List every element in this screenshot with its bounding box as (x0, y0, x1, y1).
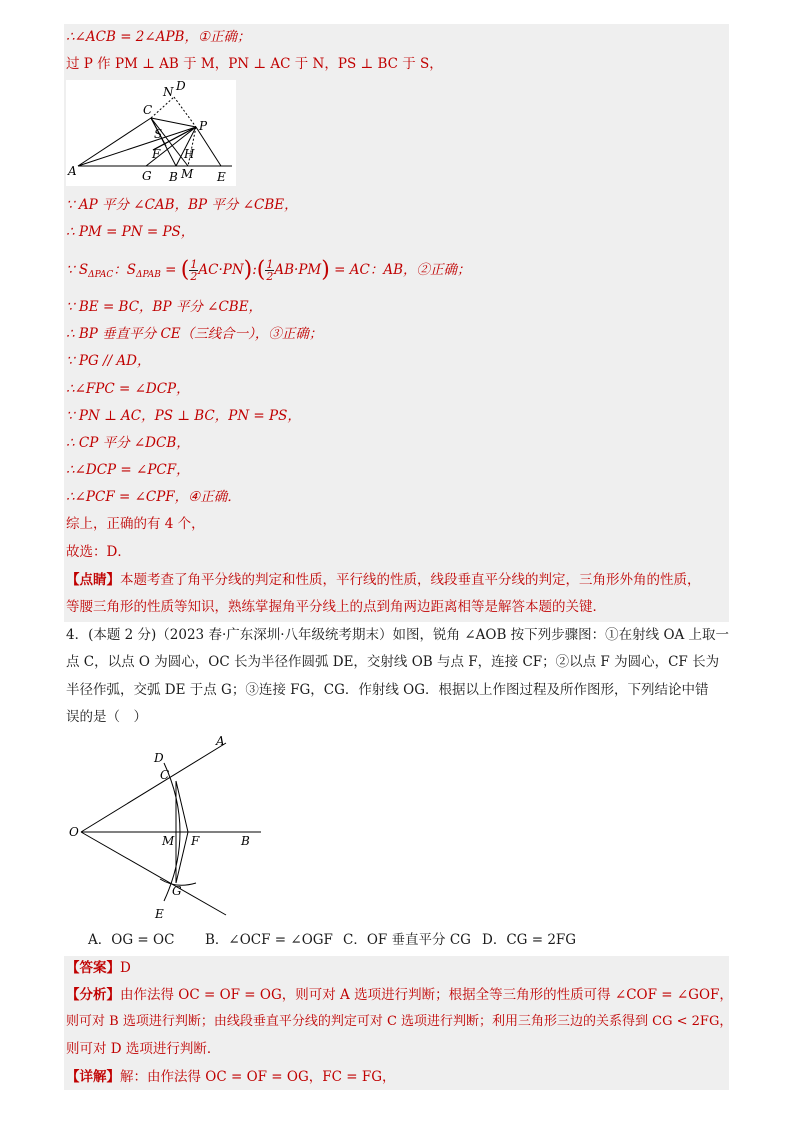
fig1-label-p: P (199, 119, 208, 133)
frac1-num: 1 (190, 258, 198, 271)
fig2-label-e: E (155, 907, 164, 920)
q4-line-3: 半径作弧，交弧 DE 于点 G；③连接 FG，CG．作射线 OG．根据以上作图过程及所作图形，下列结论中错 (66, 682, 709, 698)
frac2-num: 1 (266, 258, 274, 271)
fig1-label-e: E (217, 170, 226, 184)
analysis-line-2: 则可对 B 选项进行判断；由线段垂直平分线的判定可对 C 选项进行判断；利用三角形三边的关系得到 CG < 2FG， (66, 1014, 733, 1029)
frac2-den: 2 (266, 270, 274, 283)
option-d[interactable]: D．CG = 2FG (482, 932, 577, 948)
triangle-figure (66, 80, 236, 186)
answer-tag: 【答案】 (66, 960, 120, 976)
option-b[interactable]: B．∠OCF = ∠OGF (205, 932, 333, 948)
solution-line-2: 过 P 作 PM ⊥ AB 于 M，PN ⊥ AC 于 N，PS ⊥ BC 于 S， (66, 56, 443, 72)
solution-line-10: ∵ PN ⊥ AC，PS ⊥ BC，PN = PS， (66, 408, 301, 424)
frac1-den: 2 (190, 270, 198, 283)
dianjing-line-2: 等腰三角形的性质等知识，熟练掌握角平分线上的点到角两边距离相等是解答本题的关键． (66, 599, 606, 615)
fig1-label-c: C (143, 103, 153, 117)
q4-line-4: 误的是（ ） (66, 709, 147, 725)
fig2-label-d: D (154, 751, 164, 765)
angle-construction-figure (66, 735, 266, 920)
solution-line-6: ∵ BE = BC，BP 平分 ∠CBE， (66, 299, 263, 315)
area-ac-pn: AC·PN (198, 262, 244, 278)
solution-line-3: ∵ AP 平分 ∠CAB，BP 平分 ∠CBE， (66, 197, 298, 213)
fraction-half-1 (189, 259, 198, 282)
analysis-tag: 【分析】 (66, 987, 120, 1003)
detail-line-1 (66, 1068, 396, 1086)
fig1-label-m: M (181, 167, 194, 181)
solution-line-4: ∴ PM = PN = PS， (66, 224, 195, 240)
fig1-label-f: F (152, 147, 161, 161)
fig2-label-b: B (241, 834, 250, 848)
fig2-label-f: F (191, 834, 200, 848)
dianjing-tag: 【点睛】 (66, 572, 120, 588)
solution-line-1: ∴∠ACB = 2∠APB，①正确； (66, 29, 251, 45)
fig1-label-s: S (154, 127, 163, 141)
paren-open-1: ( (180, 257, 190, 283)
fig1-label-d: D (176, 80, 186, 93)
solution-line-7: ∴ BP 垂直平分 CE（三线合一），③正确； (66, 326, 323, 342)
area-eq: = (160, 262, 181, 278)
analysis-line-1 (66, 986, 733, 1004)
option-a[interactable]: A．OG = OC (88, 932, 175, 948)
solution-line-12: ∴∠DCP = ∠PCF， (66, 462, 190, 478)
area-sub2: ΔPAB (136, 270, 161, 280)
solution-line-5: ∵ $S_{\Delta PAC}$：$S_{\Delta PAB}$ = ( $\frac{1}{2}$ AC·PN):( $\frac{1}{2}$ AB·PM) = AC：AB，②正确； (66, 257, 471, 283)
paren-open-2: ( (256, 257, 266, 283)
analysis-line-3: 则可对 D 选项进行判断． (66, 1041, 221, 1057)
area-sub1: ΔPAC (88, 270, 114, 280)
q4-line-1: 4．(本题 2 分)（2023 春·广东深圳·八年级统考期末）如图，锐角 ∠AOB 按下列步骤图：①在射线 OA 上取一 (66, 627, 730, 643)
area-s2: ：S (113, 262, 137, 278)
fig2-label-g: G (172, 884, 182, 898)
option-c[interactable]: C．OF 垂直平分 CG (343, 932, 471, 948)
q4-line-2: 点 C，以点 O 为圆心，OC 长为半径作圆弧 DE，交射线 OB 与点 F，连接 CF；②以点 F 为圆心，CF 长为 (66, 654, 720, 670)
fig2-label-o: O (69, 825, 79, 839)
fig2-label-a: A (216, 735, 225, 748)
fig1-label-b: B (169, 170, 178, 184)
paren-close-1: ) (243, 257, 253, 283)
area-ab-pm: AB·PM (274, 262, 322, 278)
solution-line-15: 故选：D． (66, 544, 131, 560)
solution-line-9: ∴∠FPC = ∠DCP， (66, 381, 190, 397)
fig1-label-n: N (163, 85, 174, 99)
paren-close-2: ) (321, 257, 330, 283)
fig1-label-h: H (184, 147, 195, 161)
solution-line-8: ∵ PG // AD， (66, 353, 151, 369)
solution-line-11: ∴ CP 平分 ∠DCB， (66, 435, 190, 451)
fig2-label-c: C (160, 768, 170, 782)
area-result: = AC：AB，②正确； (329, 262, 471, 278)
answer-line (66, 959, 131, 977)
fig1-label-g: G (142, 169, 152, 183)
fig2-label-m: M (162, 834, 175, 848)
detail-text-1: 解：由作法得 OC = OF = OG，FC = FG， (120, 1069, 396, 1085)
dianjing-text-1: 本题考查了角平分线的判定和性质，平行线的性质，线段垂直平分线的判定，三角形外角的性质， (120, 572, 701, 588)
answer-value: D (120, 960, 131, 976)
solution-line-14: 综上，正确的有 4 个， (66, 516, 205, 532)
solution-line-13: ∴∠PCF = ∠CPF，④正确． (66, 489, 241, 505)
fig1-label-a: A (68, 164, 77, 178)
detail-tag: 【详解】 (66, 1069, 120, 1085)
area-s1: ∵ S (66, 262, 89, 278)
dianjing-line-1 (66, 571, 701, 589)
analysis-text-1: 由作法得 OC = OF = OG，则可对 A 选项进行判断；根据全等三角形的性质可得 ∠COF = ∠GOF， (120, 987, 733, 1003)
